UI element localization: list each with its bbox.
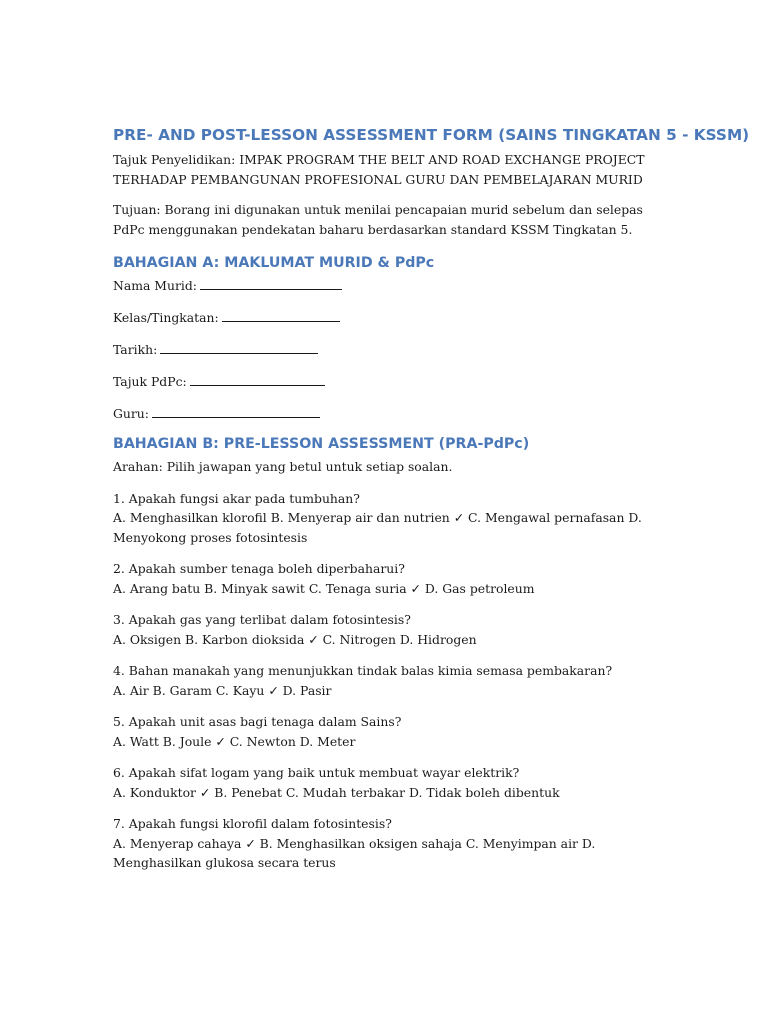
- question-1: [113, 489, 658, 548]
- question-options: A. Menyerap cahaya ✓ B. Menghasilkan oksigen sahaja C. Menyimpan air D. Menghasilkan glukosa secara terus: [113, 835, 596, 870]
- question-text: 2. Apakah sumber tenaga boleh diperbaharui?: [113, 561, 405, 576]
- question-text: 6. Apakah sifat logam yang baik untuk membuat wayar elektrik?: [113, 765, 520, 780]
- field-student-name: [113, 276, 658, 295]
- purpose-text: Tujuan: Borang ini digunakan untuk menilai pencapaian murid sebelum dan selepas PdPc menggunakan pendekatan baharu berdasarkan standard KSSM Tingkatan 5.: [113, 202, 643, 237]
- question-5: [113, 712, 658, 751]
- question-text: 1. Apakah fungsi akar pada tumbuhan?: [113, 490, 360, 506]
- question-options: A. Menghasilkan klorofil B. Menyerap air dan nutrien ✓ C. Mengawal pernafasan D. Menyokong proses fotosintesis: [113, 510, 642, 545]
- question-text: 5. Apakah unit asas bagi tenaga dalam Sains?: [113, 714, 402, 729]
- question-options: A. Konduktor ✓ B. Penebat C. Mudah terbakar D. Tidak boleh dibentuk: [113, 784, 560, 800]
- document-page: [113, 124, 750, 873]
- answer-line: [160, 341, 318, 354]
- question-4: [113, 661, 658, 700]
- question-3: [113, 610, 658, 649]
- answer-line: [200, 277, 342, 290]
- field-lesson-title: [113, 372, 658, 391]
- answer-line: [152, 405, 320, 418]
- question-options: A. Arang batu B. Minyak sawit C. Tenaga suria ✓ D. Gas petroleum: [113, 580, 535, 596]
- field-teacher: [113, 404, 658, 423]
- answer-line: [190, 373, 325, 386]
- field-label: Guru:: [113, 406, 149, 421]
- question-options: A. Watt B. Joule ✓ C. Newton D. Meter: [113, 733, 356, 749]
- question-2: [113, 559, 658, 598]
- question-text: 4. Bahan manakah yang menunjukkan tindak balas kimia semasa pembakaran?: [113, 663, 613, 678]
- field-label: Tarikh:: [113, 342, 158, 357]
- field-label: Nama Murid:: [113, 278, 197, 293]
- question-text: 3. Apakah gas yang terlibat dalam fotosintesis?: [113, 612, 411, 627]
- instruction-text: Arahan: Pilih jawapan yang betul untuk setiap soalan.: [113, 459, 453, 474]
- field-label: Kelas/Tingkatan:: [113, 310, 219, 325]
- question-6: [113, 763, 658, 802]
- research-title: Tajuk Penyelidikan: IMPAK PROGRAM THE BELT AND ROAD EXCHANGE PROJECT TERHADAP PEMBANGUNAN PROFESIONAL GURU DAN PEMBELAJARAN MURID: [113, 152, 645, 187]
- section-b-heading: BAHAGIAN B: PRE-LESSON ASSESSMENT (PRA-PdPc): [113, 436, 530, 452]
- question-options: A. Oksigen B. Karbon dioksida ✓ C. Nitrogen D. Hidrogen: [113, 631, 477, 647]
- field-class: [113, 308, 658, 327]
- question-7: [113, 814, 658, 873]
- field-label: Tajuk PdPc:: [113, 374, 187, 389]
- field-date: [113, 340, 658, 359]
- question-text: 7. Apakah fungsi klorofil dalam fotosintesis?: [113, 816, 392, 831]
- question-options: A. Air B. Garam C. Kayu ✓ D. Pasir: [113, 682, 332, 698]
- section-a-heading: BAHAGIAN A: MAKLUMAT MURID & PdPc: [113, 255, 435, 271]
- form-title: PRE- AND POST-LESSON ASSESSMENT FORM (SAINS TINGKATAN 5 - KSSM): [113, 126, 750, 144]
- answer-line: [222, 309, 340, 322]
